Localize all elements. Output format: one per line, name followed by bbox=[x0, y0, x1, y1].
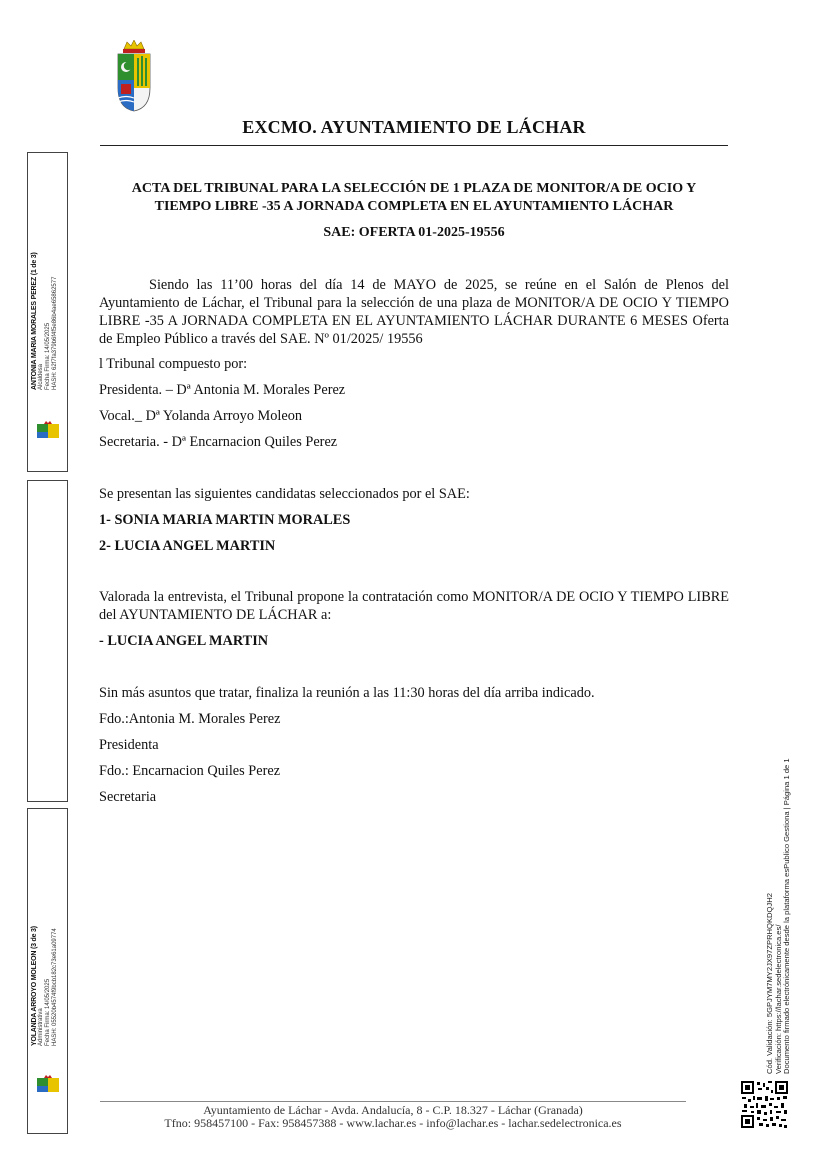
signature-date: Fecha Firma: 14/05/2025 bbox=[45, 322, 51, 390]
document-title-line-1: ACTA DEL TRIBUNAL PARA LA SELECCIÓN DE 1 PLAZA DE MONITOR/A DE OCIO Y bbox=[131, 181, 697, 196]
candidate-item: 1- SONIA MARIA MARTIN MORALES bbox=[99, 512, 351, 528]
closing-statement: Sin más asuntos que tratar, finaliza la reunión a las 11:30 horas del día arriba indicado. bbox=[99, 685, 595, 701]
signature-line: Fdo.:Antonia M. Morales Perez bbox=[99, 711, 281, 727]
tribunal-member: Secretaria. - Dª Encarnacion Quiles Perez bbox=[99, 434, 338, 450]
signer-name: YOLANDA ARROYO MOLEON (3 de 3) bbox=[31, 926, 38, 1046]
footer-divider bbox=[100, 1101, 686, 1102]
signature-date: Fecha Firma: 14/05/2025 bbox=[45, 978, 51, 1046]
signature-line: Presidenta bbox=[99, 737, 159, 753]
tribunal-intro: l Tribunal compuesto por: bbox=[99, 356, 248, 372]
document-subtitle: SAE: OFERTA 01-2025-19556 bbox=[323, 225, 505, 240]
signer-name: ANTONIA MARIA MORALES PEREZ (1 de 3) bbox=[31, 252, 38, 390]
document-title bbox=[100, 180, 728, 216]
signature-hash: HASH: 05520b4574f9bcb182c73e61a09774 bbox=[52, 928, 58, 1046]
signature-line: Fdo.: Encarnacion Quiles Perez bbox=[99, 763, 281, 779]
candidates-intro: Se presentan las siguientes candidatas seleccionados por el SAE: bbox=[99, 486, 470, 502]
digital-signature-box bbox=[27, 152, 68, 472]
signature-details bbox=[31, 252, 59, 390]
proposal-paragraph: Valorada la entrevista, el Tribunal propone la contratación como MONITOR/A DE OCIO Y TIEMPO LIBRE del AYUNTAMIENTO DE LÁCHAR a: bbox=[99, 589, 729, 623]
qr-code-icon bbox=[741, 1081, 788, 1128]
signer-role: Alcaldesa bbox=[38, 363, 44, 390]
tribunal-member: Presidenta. – Dª Antonia M. Morales Perez bbox=[99, 382, 346, 398]
coat-of-arms-logo bbox=[112, 40, 156, 112]
intro-paragraph: Siendo las 11’00 horas del día 14 de MAYO de 2025, se reúne en el Salón de Plenos del Ayuntamiento de Láchar, el Tribunal para la selección de una plaza de MONITOR/A DE OCIO Y TIEMPO LIBRE -35 A JORNADA COMPLETA EN EL AYUNTAMIENTO LÁCHAR DURANTE 6 MESES Oferta de Empleo Público a través del SAE. Nº 01/2025/ 19556 bbox=[99, 277, 729, 347]
validation-code: Cód. Validación: 5GPJYM7MY2JX97ZPRHQKDQJH2 bbox=[765, 893, 774, 1074]
digital-signature-box bbox=[27, 808, 68, 1134]
candidate-item: 2- LUCIA ANGEL MARTIN bbox=[99, 538, 276, 554]
signer-role: Administrativa bbox=[38, 1008, 44, 1046]
platform-notice: Documento firmado electrónicamente desde la plataforma esPublico Gestiona | Página 1 de 1 bbox=[782, 758, 792, 1074]
footer-address: Ayuntamiento de Láchar - Avda. Andalucía, 8 - C.P. 18.327 - Láchar (Granada) bbox=[203, 1103, 583, 1117]
signature-line: Secretaria bbox=[99, 789, 157, 805]
digital-signature-box bbox=[27, 480, 68, 802]
crest-icon bbox=[34, 421, 62, 441]
signature-hash: HASH: 62f7fa379b6f4f5e86b4ae65862577 bbox=[52, 276, 58, 390]
tribunal-member: Vocal._ Dª Yolanda Arroyo Moleon bbox=[99, 408, 303, 424]
selected-candidate: - LUCIA ANGEL MARTIN bbox=[99, 633, 269, 649]
verification-url[interactable]: Verificación: https://lachar.sedelectronica.es/ bbox=[773, 924, 783, 1074]
header-divider bbox=[100, 145, 728, 146]
crest-icon bbox=[34, 1075, 62, 1095]
document-title-line-2: TIEMPO LIBRE -35 A JORNADA COMPLETA EN EL AYUNTAMIENTO LÁCHAR bbox=[154, 199, 674, 214]
footer-contact: Tfno: 958457100 - Fax: 958457388 - www.lachar.es - info@lachar.es - lachar.sedelectronica.es bbox=[164, 1116, 622, 1130]
signature-details bbox=[31, 926, 59, 1046]
organization-title: EXCMO. AYUNTAMIENTO DE LÁCHAR bbox=[242, 117, 586, 137]
verification-text bbox=[766, 758, 792, 1074]
